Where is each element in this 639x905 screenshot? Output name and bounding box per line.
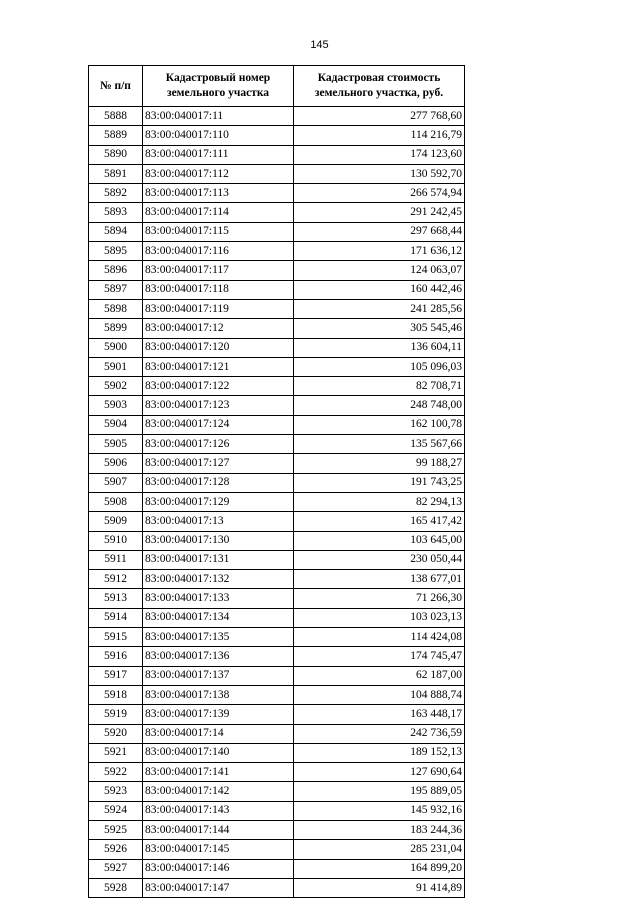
- cadastral-value-cell: 160 442,46: [294, 280, 465, 299]
- table-body: [89, 107, 465, 898]
- table-row: [89, 878, 465, 897]
- row-number-cell: 5911: [89, 550, 143, 569]
- table-row: [89, 840, 465, 859]
- cadastral-number-cell: 83:00:040017:113: [143, 184, 294, 203]
- header-cadastral-value: Кадастровая стоимость земельного участка, руб.: [294, 66, 465, 107]
- table-row: [89, 801, 465, 820]
- cadastral-number-cell: 83:00:040017:131: [143, 550, 294, 569]
- cadastral-value-cell: 189 152,13: [294, 743, 465, 762]
- header-cadastral-number: Кадастровый номер земельного участка: [143, 66, 294, 107]
- cadastral-value-cell: 105 096,03: [294, 357, 465, 376]
- cadastral-number-cell: 83:00:040017:130: [143, 531, 294, 550]
- cadastral-value-cell: 71 266,30: [294, 589, 465, 608]
- row-number-cell: 5916: [89, 647, 143, 666]
- row-number-cell: 5909: [89, 512, 143, 531]
- table-row: [89, 299, 465, 318]
- row-number-cell: 5904: [89, 415, 143, 434]
- table-row: [89, 145, 465, 164]
- row-number-cell: 5926: [89, 840, 143, 859]
- cadastral-value-cell: 183 244,36: [294, 820, 465, 839]
- cadastral-number-cell: 83:00:040017:115: [143, 222, 294, 241]
- cadastral-value-cell: 171 636,12: [294, 242, 465, 261]
- cadastral-value-cell: 163 448,17: [294, 705, 465, 724]
- cadastral-number-cell: 83:00:040017:116: [143, 242, 294, 261]
- cadastral-value-cell: 248 748,00: [294, 396, 465, 415]
- cadastral-number-cell: 83:00:040017:134: [143, 608, 294, 627]
- row-number-cell: 5891: [89, 164, 143, 183]
- row-number-cell: 5908: [89, 492, 143, 511]
- cadastral-value-cell: 305 545,46: [294, 319, 465, 338]
- cadastral-number-cell: 83:00:040017:13: [143, 512, 294, 531]
- cadastral-value-cell: 103 023,13: [294, 608, 465, 627]
- cadastral-value-cell: 241 285,56: [294, 299, 465, 318]
- cadastral-number-cell: 83:00:040017:11: [143, 107, 294, 126]
- cadastral-value-cell: 103 645,00: [294, 531, 465, 550]
- row-number-cell: 5923: [89, 782, 143, 801]
- cadastral-value-cell: 114 216,79: [294, 126, 465, 145]
- table-row: [89, 357, 465, 376]
- cadastral-value-cell: 162 100,78: [294, 415, 465, 434]
- cadastral-number-cell: 83:00:040017:147: [143, 878, 294, 897]
- table-row: [89, 338, 465, 357]
- row-number-cell: 5893: [89, 203, 143, 222]
- cadastral-number-cell: 83:00:040017:144: [143, 820, 294, 839]
- cadastral-number-cell: 83:00:040017:141: [143, 763, 294, 782]
- cadastral-number-cell: 83:00:040017:139: [143, 705, 294, 724]
- table-row: [89, 261, 465, 280]
- row-number-cell: 5897: [89, 280, 143, 299]
- table-row: [89, 782, 465, 801]
- table-row: [89, 454, 465, 473]
- table-row: [89, 531, 465, 550]
- table-row: [89, 126, 465, 145]
- row-number-cell: 5917: [89, 666, 143, 685]
- cadastral-number-cell: 83:00:040017:122: [143, 377, 294, 396]
- row-number-cell: 5912: [89, 570, 143, 589]
- cadastral-number-cell: 83:00:040017:136: [143, 647, 294, 666]
- row-number-cell: 5888: [89, 107, 143, 126]
- table-row: [89, 107, 465, 126]
- table-row: [89, 242, 465, 261]
- row-number-cell: 5896: [89, 261, 143, 280]
- table-row: [89, 666, 465, 685]
- table-row: [89, 705, 465, 724]
- row-number-cell: 5919: [89, 705, 143, 724]
- table-row: [89, 859, 465, 878]
- cadastral-number-cell: 83:00:040017:133: [143, 589, 294, 608]
- cadastral-number-cell: 83:00:040017:119: [143, 299, 294, 318]
- table-row: [89, 512, 465, 531]
- cadastral-number-cell: 83:00:040017:140: [143, 743, 294, 762]
- table-row: [89, 203, 465, 222]
- row-number-cell: 5925: [89, 820, 143, 839]
- cadastral-value-cell: 130 592,70: [294, 164, 465, 183]
- cadastral-table: [88, 65, 465, 898]
- row-number-cell: 5921: [89, 743, 143, 762]
- table-row: [89, 492, 465, 511]
- table-row: [89, 164, 465, 183]
- table-row: [89, 820, 465, 839]
- header-num: № п/п: [89, 66, 143, 107]
- row-number-cell: 5914: [89, 608, 143, 627]
- cadastral-number-cell: 83:00:040017:117: [143, 261, 294, 280]
- cadastral-number-cell: 83:00:040017:138: [143, 685, 294, 704]
- table-row: [89, 628, 465, 647]
- row-number-cell: 5899: [89, 319, 143, 338]
- cadastral-value-cell: 174 123,60: [294, 145, 465, 164]
- table-row: [89, 608, 465, 627]
- cadastral-value-cell: 124 063,07: [294, 261, 465, 280]
- row-number-cell: 5905: [89, 435, 143, 454]
- cadastral-number-cell: 83:00:040017:12: [143, 319, 294, 338]
- row-number-cell: 5890: [89, 145, 143, 164]
- cadastral-number-cell: 83:00:040017:126: [143, 435, 294, 454]
- cadastral-value-cell: 266 574,94: [294, 184, 465, 203]
- cadastral-value-cell: 242 736,59: [294, 724, 465, 743]
- cadastral-number-cell: 83:00:040017:120: [143, 338, 294, 357]
- cadastral-value-cell: 82 294,13: [294, 492, 465, 511]
- cadastral-value-cell: 291 242,45: [294, 203, 465, 222]
- row-number-cell: 5900: [89, 338, 143, 357]
- cadastral-number-cell: 83:00:040017:114: [143, 203, 294, 222]
- cadastral-value-cell: 297 668,44: [294, 222, 465, 241]
- row-number-cell: 5913: [89, 589, 143, 608]
- row-number-cell: 5924: [89, 801, 143, 820]
- cadastral-number-cell: 83:00:040017:14: [143, 724, 294, 743]
- cadastral-number-cell: 83:00:040017:111: [143, 145, 294, 164]
- table-row: [89, 184, 465, 203]
- table-row: [89, 222, 465, 241]
- table-row: [89, 377, 465, 396]
- table-row: [89, 319, 465, 338]
- table-row: [89, 589, 465, 608]
- table-row: [89, 647, 465, 666]
- cadastral-value-cell: 145 932,16: [294, 801, 465, 820]
- cadastral-number-cell: 83:00:040017:128: [143, 473, 294, 492]
- cadastral-value-cell: 165 417,42: [294, 512, 465, 531]
- cadastral-number-cell: 83:00:040017:123: [143, 396, 294, 415]
- table-row: [89, 743, 465, 762]
- cadastral-value-cell: 104 888,74: [294, 685, 465, 704]
- cadastral-value-cell: 114 424,08: [294, 628, 465, 647]
- cadastral-value-cell: 174 745,47: [294, 647, 465, 666]
- row-number-cell: 5889: [89, 126, 143, 145]
- row-number-cell: 5894: [89, 222, 143, 241]
- row-number-cell: 5920: [89, 724, 143, 743]
- table-row: [89, 280, 465, 299]
- table-row: [89, 550, 465, 569]
- cadastral-number-cell: 83:00:040017:132: [143, 570, 294, 589]
- cadastral-number-cell: 83:00:040017:129: [143, 492, 294, 511]
- cadastral-value-cell: 99 188,27: [294, 454, 465, 473]
- cadastral-number-cell: 83:00:040017:124: [143, 415, 294, 434]
- row-number-cell: 5906: [89, 454, 143, 473]
- table-row: [89, 396, 465, 415]
- cadastral-number-cell: 83:00:040017:135: [143, 628, 294, 647]
- cadastral-value-cell: 62 187,00: [294, 666, 465, 685]
- cadastral-value-cell: 191 743,25: [294, 473, 465, 492]
- cadastral-number-cell: 83:00:040017:142: [143, 782, 294, 801]
- cadastral-number-cell: 83:00:040017:137: [143, 666, 294, 685]
- row-number-cell: 5892: [89, 184, 143, 203]
- page-number: 145: [310, 39, 329, 51]
- row-number-cell: 5918: [89, 685, 143, 704]
- cadastral-number-cell: 83:00:040017:118: [143, 280, 294, 299]
- table-header-row: [89, 66, 465, 107]
- cadastral-value-cell: 230 050,44: [294, 550, 465, 569]
- row-number-cell: 5901: [89, 357, 143, 376]
- cadastral-value-cell: 91 414,89: [294, 878, 465, 897]
- row-number-cell: 5895: [89, 242, 143, 261]
- cadastral-value-cell: 285 231,04: [294, 840, 465, 859]
- cadastral-value-cell: 135 567,66: [294, 435, 465, 454]
- row-number-cell: 5898: [89, 299, 143, 318]
- row-number-cell: 5927: [89, 859, 143, 878]
- cadastral-value-cell: 82 708,71: [294, 377, 465, 396]
- row-number-cell: 5922: [89, 763, 143, 782]
- table-row: [89, 724, 465, 743]
- cadastral-number-cell: 83:00:040017:110: [143, 126, 294, 145]
- cadastral-value-cell: 138 677,01: [294, 570, 465, 589]
- table-row: [89, 763, 465, 782]
- row-number-cell: 5902: [89, 377, 143, 396]
- cadastral-value-cell: 195 889,05: [294, 782, 465, 801]
- cadastral-number-cell: 83:00:040017:121: [143, 357, 294, 376]
- table-row: [89, 685, 465, 704]
- table-row: [89, 473, 465, 492]
- cadastral-number-cell: 83:00:040017:127: [143, 454, 294, 473]
- cadastral-value-cell: 136 604,11: [294, 338, 465, 357]
- table-row: [89, 435, 465, 454]
- table-row: [89, 570, 465, 589]
- row-number-cell: 5907: [89, 473, 143, 492]
- cadastral-value-cell: 127 690,64: [294, 763, 465, 782]
- row-number-cell: 5928: [89, 878, 143, 897]
- cadastral-value-cell: 277 768,60: [294, 107, 465, 126]
- cadastral-number-cell: 83:00:040017:146: [143, 859, 294, 878]
- row-number-cell: 5910: [89, 531, 143, 550]
- cadastral-number-cell: 83:00:040017:112: [143, 164, 294, 183]
- table-row: [89, 415, 465, 434]
- cadastral-value-cell: 164 899,20: [294, 859, 465, 878]
- cadastral-number-cell: 83:00:040017:143: [143, 801, 294, 820]
- row-number-cell: 5903: [89, 396, 143, 415]
- row-number-cell: 5915: [89, 628, 143, 647]
- cadastral-number-cell: 83:00:040017:145: [143, 840, 294, 859]
